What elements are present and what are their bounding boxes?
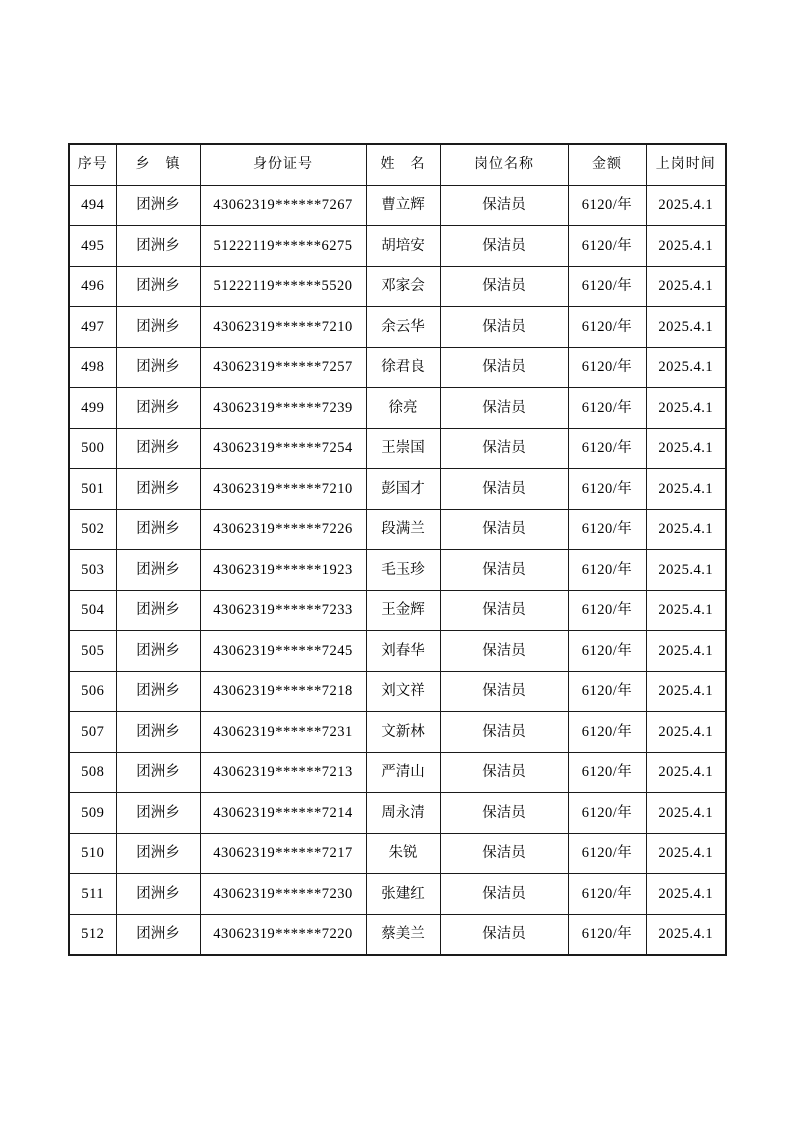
table-row [69, 469, 726, 510]
cell-serial-number: 503 [69, 550, 116, 591]
cell-id-number: 43062319******7254 [200, 428, 366, 469]
cell-serial-number: 499 [69, 388, 116, 429]
cell-start-date: 2025.4.1 [646, 388, 726, 429]
cell-serial-number: 504 [69, 590, 116, 631]
cell-start-date: 2025.4.1 [646, 226, 726, 267]
cell-person-name: 胡培安 [366, 226, 440, 267]
cell-serial-number: 508 [69, 752, 116, 793]
cell-person-name: 彭国才 [366, 469, 440, 510]
table-row [69, 550, 726, 591]
cell-person-name: 邓家会 [366, 266, 440, 307]
table-row [69, 266, 726, 307]
cell-serial-number: 511 [69, 874, 116, 915]
cell-id-number: 43062319******7214 [200, 793, 366, 834]
cell-amount: 6120/年 [568, 752, 646, 793]
cell-id-number: 43062319******7226 [200, 509, 366, 550]
cell-serial-number: 507 [69, 712, 116, 753]
cell-start-date: 2025.4.1 [646, 509, 726, 550]
cell-serial-number: 495 [69, 226, 116, 267]
cell-amount: 6120/年 [568, 631, 646, 672]
cell-township: 团洲乡 [116, 347, 200, 388]
cell-person-name: 毛玉珍 [366, 550, 440, 591]
table-row [69, 793, 726, 834]
header-id-number: 身份证号 [200, 144, 366, 185]
cell-township: 团洲乡 [116, 509, 200, 550]
cell-amount: 6120/年 [568, 307, 646, 348]
cell-start-date: 2025.4.1 [646, 307, 726, 348]
cell-amount: 6120/年 [568, 388, 646, 429]
cell-id-number: 43062319******7230 [200, 874, 366, 915]
cell-amount: 6120/年 [568, 914, 646, 955]
cell-township: 团洲乡 [116, 874, 200, 915]
roster-table [68, 143, 727, 956]
cell-position-name: 保洁员 [440, 752, 568, 793]
cell-position-name: 保洁员 [440, 874, 568, 915]
cell-person-name: 刘春华 [366, 631, 440, 672]
cell-amount: 6120/年 [568, 874, 646, 915]
cell-amount: 6120/年 [568, 793, 646, 834]
table-row [69, 388, 726, 429]
table-row [69, 185, 726, 226]
cell-township: 团洲乡 [116, 469, 200, 510]
cell-person-name: 文新林 [366, 712, 440, 753]
cell-serial-number: 509 [69, 793, 116, 834]
cell-amount: 6120/年 [568, 509, 646, 550]
cell-start-date: 2025.4.1 [646, 712, 726, 753]
cell-person-name: 严清山 [366, 752, 440, 793]
cell-start-date: 2025.4.1 [646, 631, 726, 672]
cell-amount: 6120/年 [568, 590, 646, 631]
cell-serial-number: 494 [69, 185, 116, 226]
cell-person-name: 曹立辉 [366, 185, 440, 226]
cell-id-number: 43062319******7257 [200, 347, 366, 388]
cell-township: 团洲乡 [116, 833, 200, 874]
header-amount: 金额 [568, 144, 646, 185]
cell-id-number: 43062319******7239 [200, 388, 366, 429]
cell-start-date: 2025.4.1 [646, 914, 726, 955]
cell-township: 团洲乡 [116, 793, 200, 834]
header-serial-number: 序号 [69, 144, 116, 185]
table-row [69, 712, 726, 753]
table-row [69, 631, 726, 672]
cell-id-number: 43062319******7218 [200, 671, 366, 712]
table-body [69, 185, 726, 955]
cell-start-date: 2025.4.1 [646, 469, 726, 510]
cell-serial-number: 510 [69, 833, 116, 874]
cell-position-name: 保洁员 [440, 509, 568, 550]
cell-amount: 6120/年 [568, 347, 646, 388]
cell-id-number: 43062319******7213 [200, 752, 366, 793]
cell-amount: 6120/年 [568, 833, 646, 874]
cell-person-name: 刘文祥 [366, 671, 440, 712]
cell-person-name: 余云华 [366, 307, 440, 348]
cell-amount: 6120/年 [568, 469, 646, 510]
cell-township: 团洲乡 [116, 631, 200, 672]
cell-id-number: 51222119******5520 [200, 266, 366, 307]
cell-township: 团洲乡 [116, 226, 200, 267]
cell-amount: 6120/年 [568, 185, 646, 226]
cell-township: 团洲乡 [116, 712, 200, 753]
cell-start-date: 2025.4.1 [646, 266, 726, 307]
cell-position-name: 保洁员 [440, 226, 568, 267]
cell-township: 团洲乡 [116, 428, 200, 469]
cell-position-name: 保洁员 [440, 550, 568, 591]
cell-position-name: 保洁员 [440, 671, 568, 712]
cell-township: 团洲乡 [116, 307, 200, 348]
cell-position-name: 保洁员 [440, 712, 568, 753]
table-header [69, 144, 726, 185]
cell-serial-number: 498 [69, 347, 116, 388]
table-row [69, 307, 726, 348]
cell-serial-number: 505 [69, 631, 116, 672]
cell-serial-number: 506 [69, 671, 116, 712]
cell-position-name: 保洁员 [440, 793, 568, 834]
cell-amount: 6120/年 [568, 266, 646, 307]
cell-id-number: 43062319******7245 [200, 631, 366, 672]
cell-amount: 6120/年 [568, 550, 646, 591]
cell-id-number: 43062319******7267 [200, 185, 366, 226]
cell-start-date: 2025.4.1 [646, 671, 726, 712]
cell-id-number: 51222119******6275 [200, 226, 366, 267]
cell-start-date: 2025.4.1 [646, 590, 726, 631]
cell-start-date: 2025.4.1 [646, 347, 726, 388]
cell-position-name: 保洁员 [440, 388, 568, 429]
cell-township: 团洲乡 [116, 266, 200, 307]
table-row [69, 226, 726, 267]
cell-serial-number: 501 [69, 469, 116, 510]
cell-person-name: 王崇国 [366, 428, 440, 469]
header-start-date: 上岗时间 [646, 144, 726, 185]
cell-start-date: 2025.4.1 [646, 833, 726, 874]
cell-id-number: 43062319******7210 [200, 307, 366, 348]
cell-person-name: 徐亮 [366, 388, 440, 429]
cell-position-name: 保洁员 [440, 347, 568, 388]
cell-person-name: 蔡美兰 [366, 914, 440, 955]
cell-serial-number: 512 [69, 914, 116, 955]
cell-position-name: 保洁员 [440, 914, 568, 955]
cell-start-date: 2025.4.1 [646, 752, 726, 793]
cell-serial-number: 500 [69, 428, 116, 469]
cell-position-name: 保洁员 [440, 469, 568, 510]
table-row [69, 914, 726, 955]
table-row [69, 752, 726, 793]
cell-person-name: 段满兰 [366, 509, 440, 550]
cell-position-name: 保洁员 [440, 307, 568, 348]
cell-township: 团洲乡 [116, 550, 200, 591]
cell-person-name: 朱锐 [366, 833, 440, 874]
cell-serial-number: 497 [69, 307, 116, 348]
cell-serial-number: 502 [69, 509, 116, 550]
table-row [69, 347, 726, 388]
cell-position-name: 保洁员 [440, 590, 568, 631]
cell-start-date: 2025.4.1 [646, 428, 726, 469]
cell-amount: 6120/年 [568, 671, 646, 712]
header-row [69, 144, 726, 185]
cell-start-date: 2025.4.1 [646, 185, 726, 226]
cell-position-name: 保洁员 [440, 428, 568, 469]
cell-person-name: 王金辉 [366, 590, 440, 631]
cell-township: 团洲乡 [116, 752, 200, 793]
header-position-name: 岗位名称 [440, 144, 568, 185]
cell-person-name: 张建红 [366, 874, 440, 915]
cell-amount: 6120/年 [568, 712, 646, 753]
cell-person-name: 徐君良 [366, 347, 440, 388]
cell-position-name: 保洁员 [440, 631, 568, 672]
cell-township: 团洲乡 [116, 185, 200, 226]
header-person-name: 姓 名 [366, 144, 440, 185]
cell-id-number: 43062319******7231 [200, 712, 366, 753]
table-row [69, 671, 726, 712]
cell-start-date: 2025.4.1 [646, 550, 726, 591]
cell-position-name: 保洁员 [440, 185, 568, 226]
cell-position-name: 保洁员 [440, 833, 568, 874]
cell-serial-number: 496 [69, 266, 116, 307]
cell-township: 团洲乡 [116, 388, 200, 429]
cell-start-date: 2025.4.1 [646, 793, 726, 834]
cell-id-number: 43062319******7220 [200, 914, 366, 955]
cell-amount: 6120/年 [568, 226, 646, 267]
cell-position-name: 保洁员 [440, 266, 568, 307]
cell-id-number: 43062319******7233 [200, 590, 366, 631]
cell-id-number: 43062319******7210 [200, 469, 366, 510]
cell-amount: 6120/年 [568, 428, 646, 469]
cell-person-name: 周永清 [366, 793, 440, 834]
table-row [69, 509, 726, 550]
table-row [69, 874, 726, 915]
cell-id-number: 43062319******1923 [200, 550, 366, 591]
header-township: 乡 镇 [116, 144, 200, 185]
cell-township: 团洲乡 [116, 671, 200, 712]
table-row [69, 833, 726, 874]
table-row [69, 428, 726, 469]
cell-township: 团洲乡 [116, 590, 200, 631]
cell-id-number: 43062319******7217 [200, 833, 366, 874]
cell-start-date: 2025.4.1 [646, 874, 726, 915]
cell-township: 团洲乡 [116, 914, 200, 955]
table-row [69, 590, 726, 631]
